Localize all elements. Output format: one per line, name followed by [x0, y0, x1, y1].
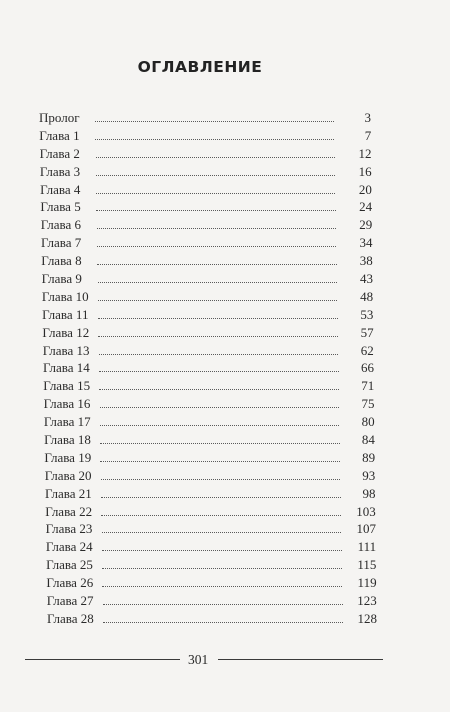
toc-entry-page: 84	[361, 432, 375, 448]
toc-entry-page: 62	[360, 342, 374, 358]
toc-entry-page: 119	[357, 575, 377, 591]
toc-dot-leader	[100, 425, 340, 426]
toc-entry-page: 34	[359, 235, 373, 251]
toc-entry	[0, 181, 450, 199]
toc-entry-label: Глава 21	[45, 485, 92, 501]
toc-entry-label: Глава 19	[44, 449, 92, 465]
toc-entry	[0, 342, 450, 360]
toc-entry-label: Глава 5	[40, 199, 81, 215]
toc-entry-label: Глава 4	[40, 181, 81, 197]
toc-entry	[0, 556, 450, 574]
footer-rule-left	[25, 659, 180, 660]
footer-rule-right	[218, 659, 383, 660]
toc-entry-page: 53	[360, 306, 374, 322]
toc-entry-page: 89	[362, 449, 376, 465]
toc-entry-page: 16	[358, 163, 372, 179]
toc-entry-page: 24	[359, 199, 373, 215]
toc-entry-label: Глава 20	[44, 467, 92, 483]
toc-dot-leader	[98, 282, 337, 283]
toc-entry-label: Глава 22	[45, 503, 93, 519]
toc-entry-label: Глава 7	[41, 235, 82, 251]
toc-dot-leader	[102, 586, 342, 587]
toc-entry-label: Глава 26	[46, 575, 94, 591]
toc-entry-label: Глава 16	[43, 396, 91, 412]
toc-entry	[0, 127, 450, 145]
toc-dot-leader	[102, 532, 342, 533]
toc-entry-label: Глава 15	[43, 378, 91, 394]
toc-entry	[0, 306, 450, 324]
toc-entry-label: Глава 17	[43, 414, 91, 430]
toc-entry	[0, 145, 450, 163]
toc-dot-leader	[99, 354, 338, 355]
toc-dot-leader	[98, 336, 337, 337]
toc-entry-page: 98	[362, 485, 376, 501]
toc-dot-leader	[95, 139, 334, 140]
toc-entry-page: 75	[361, 396, 375, 412]
toc-dot-leader	[102, 550, 342, 551]
toc-entry	[0, 216, 450, 234]
toc-entry-page: 29	[359, 217, 373, 233]
toc-entry-page: 123	[357, 593, 377, 609]
toc-entry-label: Глава 1	[39, 127, 80, 143]
toc-dot-leader	[100, 443, 340, 444]
toc-entry-label: Глава 2	[39, 145, 80, 161]
toc-entry	[0, 431, 450, 449]
toc-entry-page: 57	[360, 324, 374, 340]
toc-dot-leader	[96, 157, 335, 158]
toc-dot-leader	[103, 622, 343, 623]
toc-entry-label: Глава 28	[47, 610, 94, 626]
toc-entry	[0, 449, 450, 467]
toc-entry-label: Глава 23	[45, 521, 93, 537]
toc-entry-label: Глава 11	[42, 306, 89, 322]
toc-entry	[0, 377, 450, 395]
toc-entry	[0, 592, 450, 610]
toc-dot-leader	[95, 121, 334, 122]
toc-entry-page: 43	[359, 271, 373, 287]
toc-entry	[0, 198, 450, 216]
toc-entry-page: 66	[361, 360, 374, 376]
toc-entry-label: Глава 14	[43, 360, 90, 376]
toc-dot-leader	[101, 497, 341, 498]
toc-entry-label: Глава 18	[44, 432, 91, 448]
page-number: 301	[188, 652, 209, 667]
toc-entry	[0, 163, 450, 181]
toc-entry-page: 71	[361, 378, 375, 394]
toc-entry	[0, 324, 450, 342]
toc-entry-label: Глава 9	[41, 271, 82, 287]
toc-entry-page: 107	[356, 521, 376, 537]
toc-dot-leader	[97, 228, 336, 229]
toc-entry	[0, 270, 450, 288]
toc-dot-leader	[96, 210, 335, 211]
toc-entry	[0, 234, 450, 252]
toc-entry-label: Глава 6	[40, 217, 81, 233]
toc-entry	[0, 538, 450, 556]
toc-entry-page: 48	[360, 288, 374, 304]
toc-entry-page: 128	[357, 610, 377, 626]
toc-entry-label: Глава 12	[42, 324, 90, 340]
toc-dot-leader	[98, 300, 337, 301]
toc-entry	[0, 467, 450, 485]
toc-entry-page: 7	[364, 127, 372, 143]
toc-entry	[0, 109, 450, 127]
toc-entry-page: 12	[358, 145, 372, 161]
toc-entry-label: Глава 10	[41, 288, 89, 304]
toc-entry-label: Глава 3	[39, 163, 81, 179]
toc-entry-label: Глава 8	[41, 253, 82, 269]
toc-dot-leader	[99, 371, 339, 372]
toc-dot-leader	[102, 568, 342, 569]
toc-entry	[0, 395, 450, 413]
toc-dot-leader	[101, 479, 341, 480]
toc-entry-label: Глава 13	[42, 342, 90, 358]
toc-dot-leader	[98, 318, 337, 319]
toc-dot-leader	[101, 515, 341, 516]
toc-entry	[0, 359, 450, 377]
toc-entry-page: 93	[362, 467, 376, 483]
toc-entry-page: 38	[359, 253, 373, 269]
toc-entry-label: Пролог	[39, 110, 80, 125]
toc-entry	[0, 520, 450, 538]
toc-entry-label: Глава 25	[46, 557, 93, 573]
toc-entry	[0, 485, 450, 503]
toc-dot-leader	[100, 461, 340, 462]
toc-dot-leader	[99, 389, 339, 390]
toc-entry	[0, 252, 450, 270]
toc-entry	[0, 503, 450, 521]
toc-dot-leader	[96, 193, 335, 194]
toc-entry	[0, 288, 450, 306]
toc-entry-page: 3	[364, 110, 371, 125]
toc-dot-leader	[97, 246, 336, 247]
toc-entry-page: 80	[361, 414, 375, 430]
toc-dot-leader	[97, 264, 336, 265]
toc-entry-page: 115	[357, 557, 377, 573]
toc-entry-page: 103	[356, 503, 376, 519]
page-title: ОГЛАВЛЕНИЕ	[137, 58, 263, 76]
toc-entry	[0, 413, 450, 431]
page-footer	[25, 651, 383, 669]
toc-dot-leader	[103, 604, 343, 605]
toc-entry-label: Глава 24	[45, 539, 93, 555]
toc-entry	[0, 574, 450, 592]
toc-entry-page: 111	[357, 539, 377, 555]
toc-dot-leader	[100, 407, 340, 408]
table-of-contents	[0, 109, 450, 628]
toc-entry-page: 20	[358, 181, 372, 197]
toc-entry-label: Глава 27	[46, 593, 94, 609]
toc-entry	[0, 610, 450, 628]
toc-dot-leader	[96, 175, 335, 176]
